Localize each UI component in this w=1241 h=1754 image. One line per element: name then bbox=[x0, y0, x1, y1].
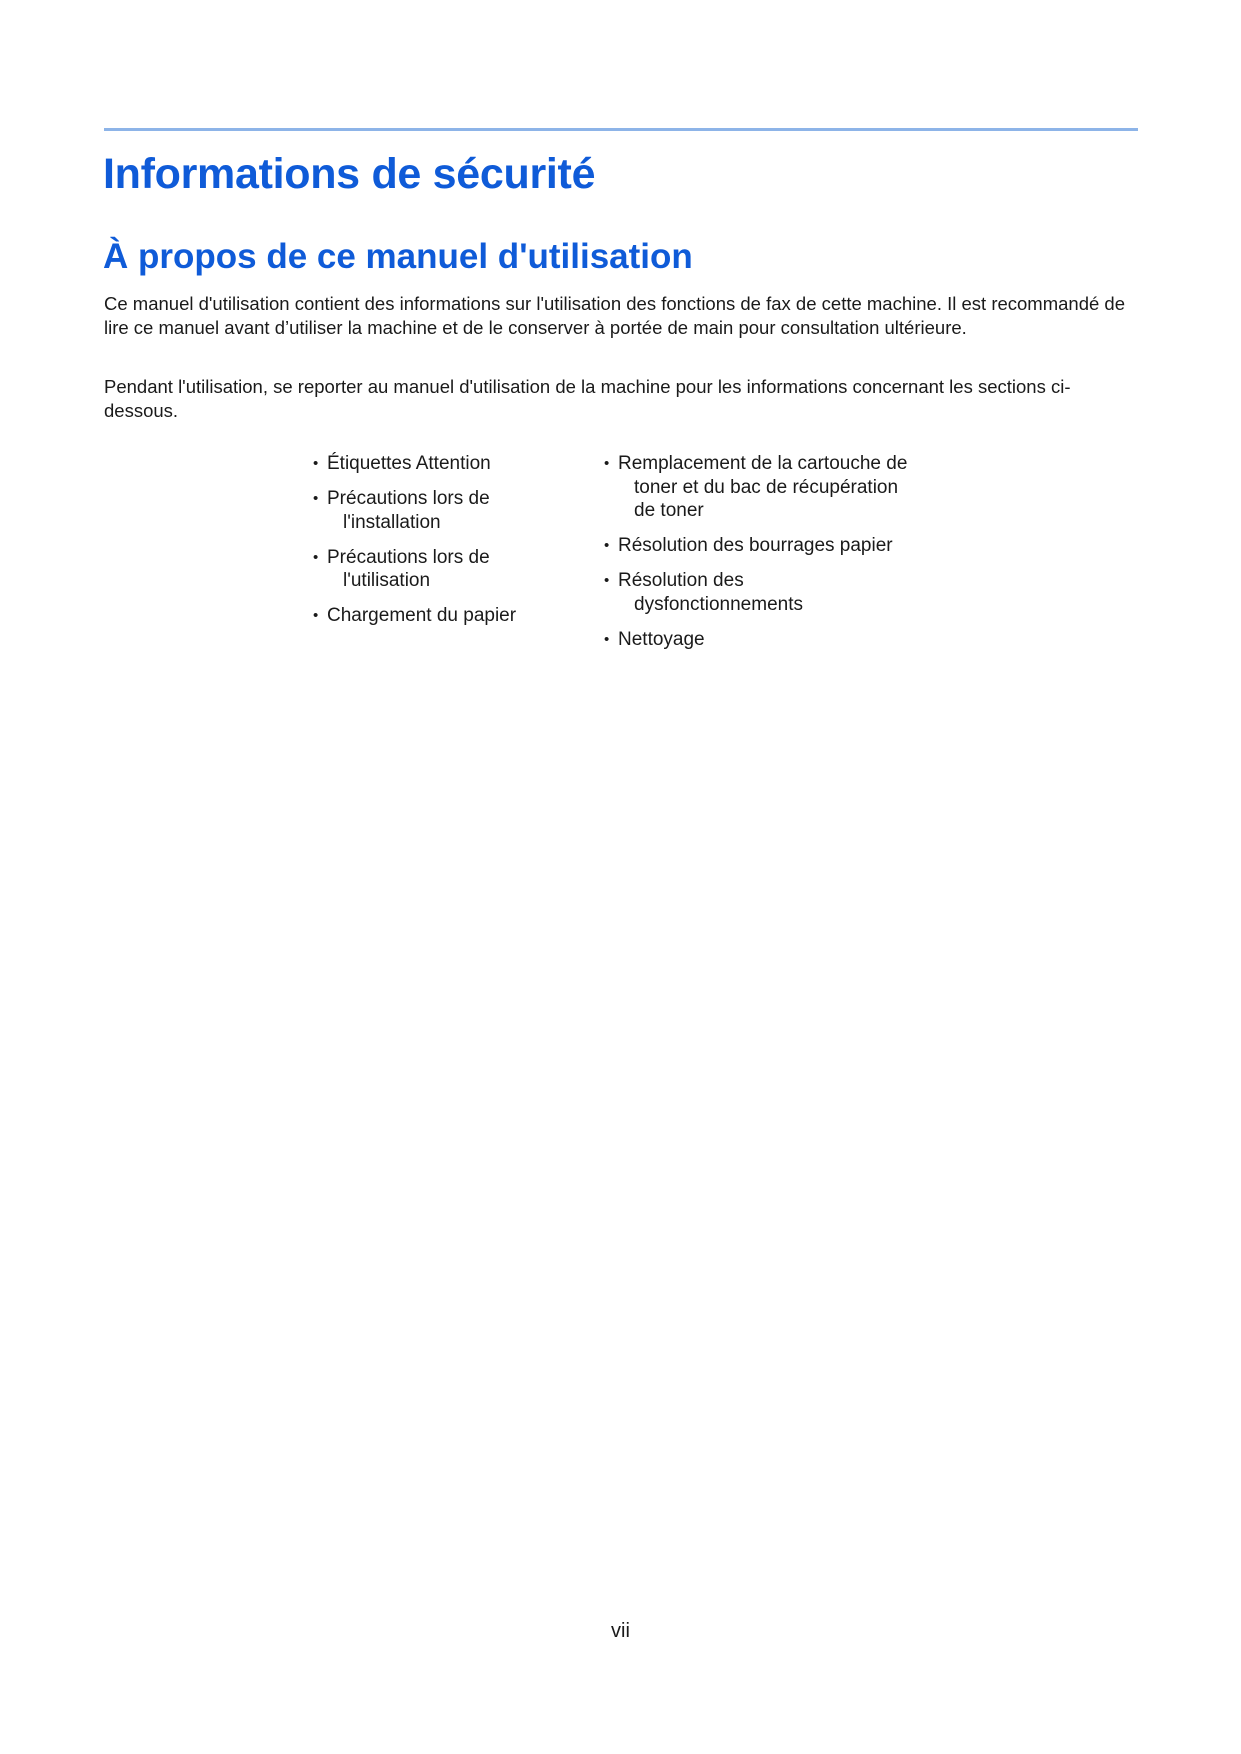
page-number: vii bbox=[611, 1620, 630, 1642]
list-item: • Précautions lors de l'utilisation bbox=[313, 546, 573, 593]
bullet-list-left bbox=[313, 452, 573, 639]
list-item: • Étiquettes Attention bbox=[313, 452, 573, 476]
list-item: • Résolution des dysfonctionnements bbox=[604, 569, 934, 616]
section-title: À propos de ce manuel d'utilisation bbox=[103, 237, 693, 276]
list-item: • Précautions lors de l'installation bbox=[313, 487, 573, 534]
reference-paragraph: Pendant l'utilisation, se reporter au manuel d'utilisation de la machine pour les informations concernant les sections ci-dessous. bbox=[104, 376, 1071, 421]
list-item: • Chargement du papier bbox=[313, 604, 573, 628]
top-rule bbox=[104, 128, 1138, 131]
list-item: • Nettoyage bbox=[604, 628, 934, 652]
intro-paragraph: Ce manuel d'utilisation contient des informations sur l'utilisation des fonctions de fax de cette machine. Il est recommandé de lire ce manuel avant d’utiliser la machine et de le conserver à portée de main pour consultation ultérieure. bbox=[104, 293, 1125, 338]
bullet-list-right bbox=[604, 452, 934, 663]
list-item: • Résolution des bourrages papier bbox=[604, 534, 934, 558]
list-item: • Remplacement de la cartouche de toner et du bac de récupération de toner bbox=[604, 452, 934, 523]
page-title: Informations de sécurité bbox=[103, 150, 596, 198]
